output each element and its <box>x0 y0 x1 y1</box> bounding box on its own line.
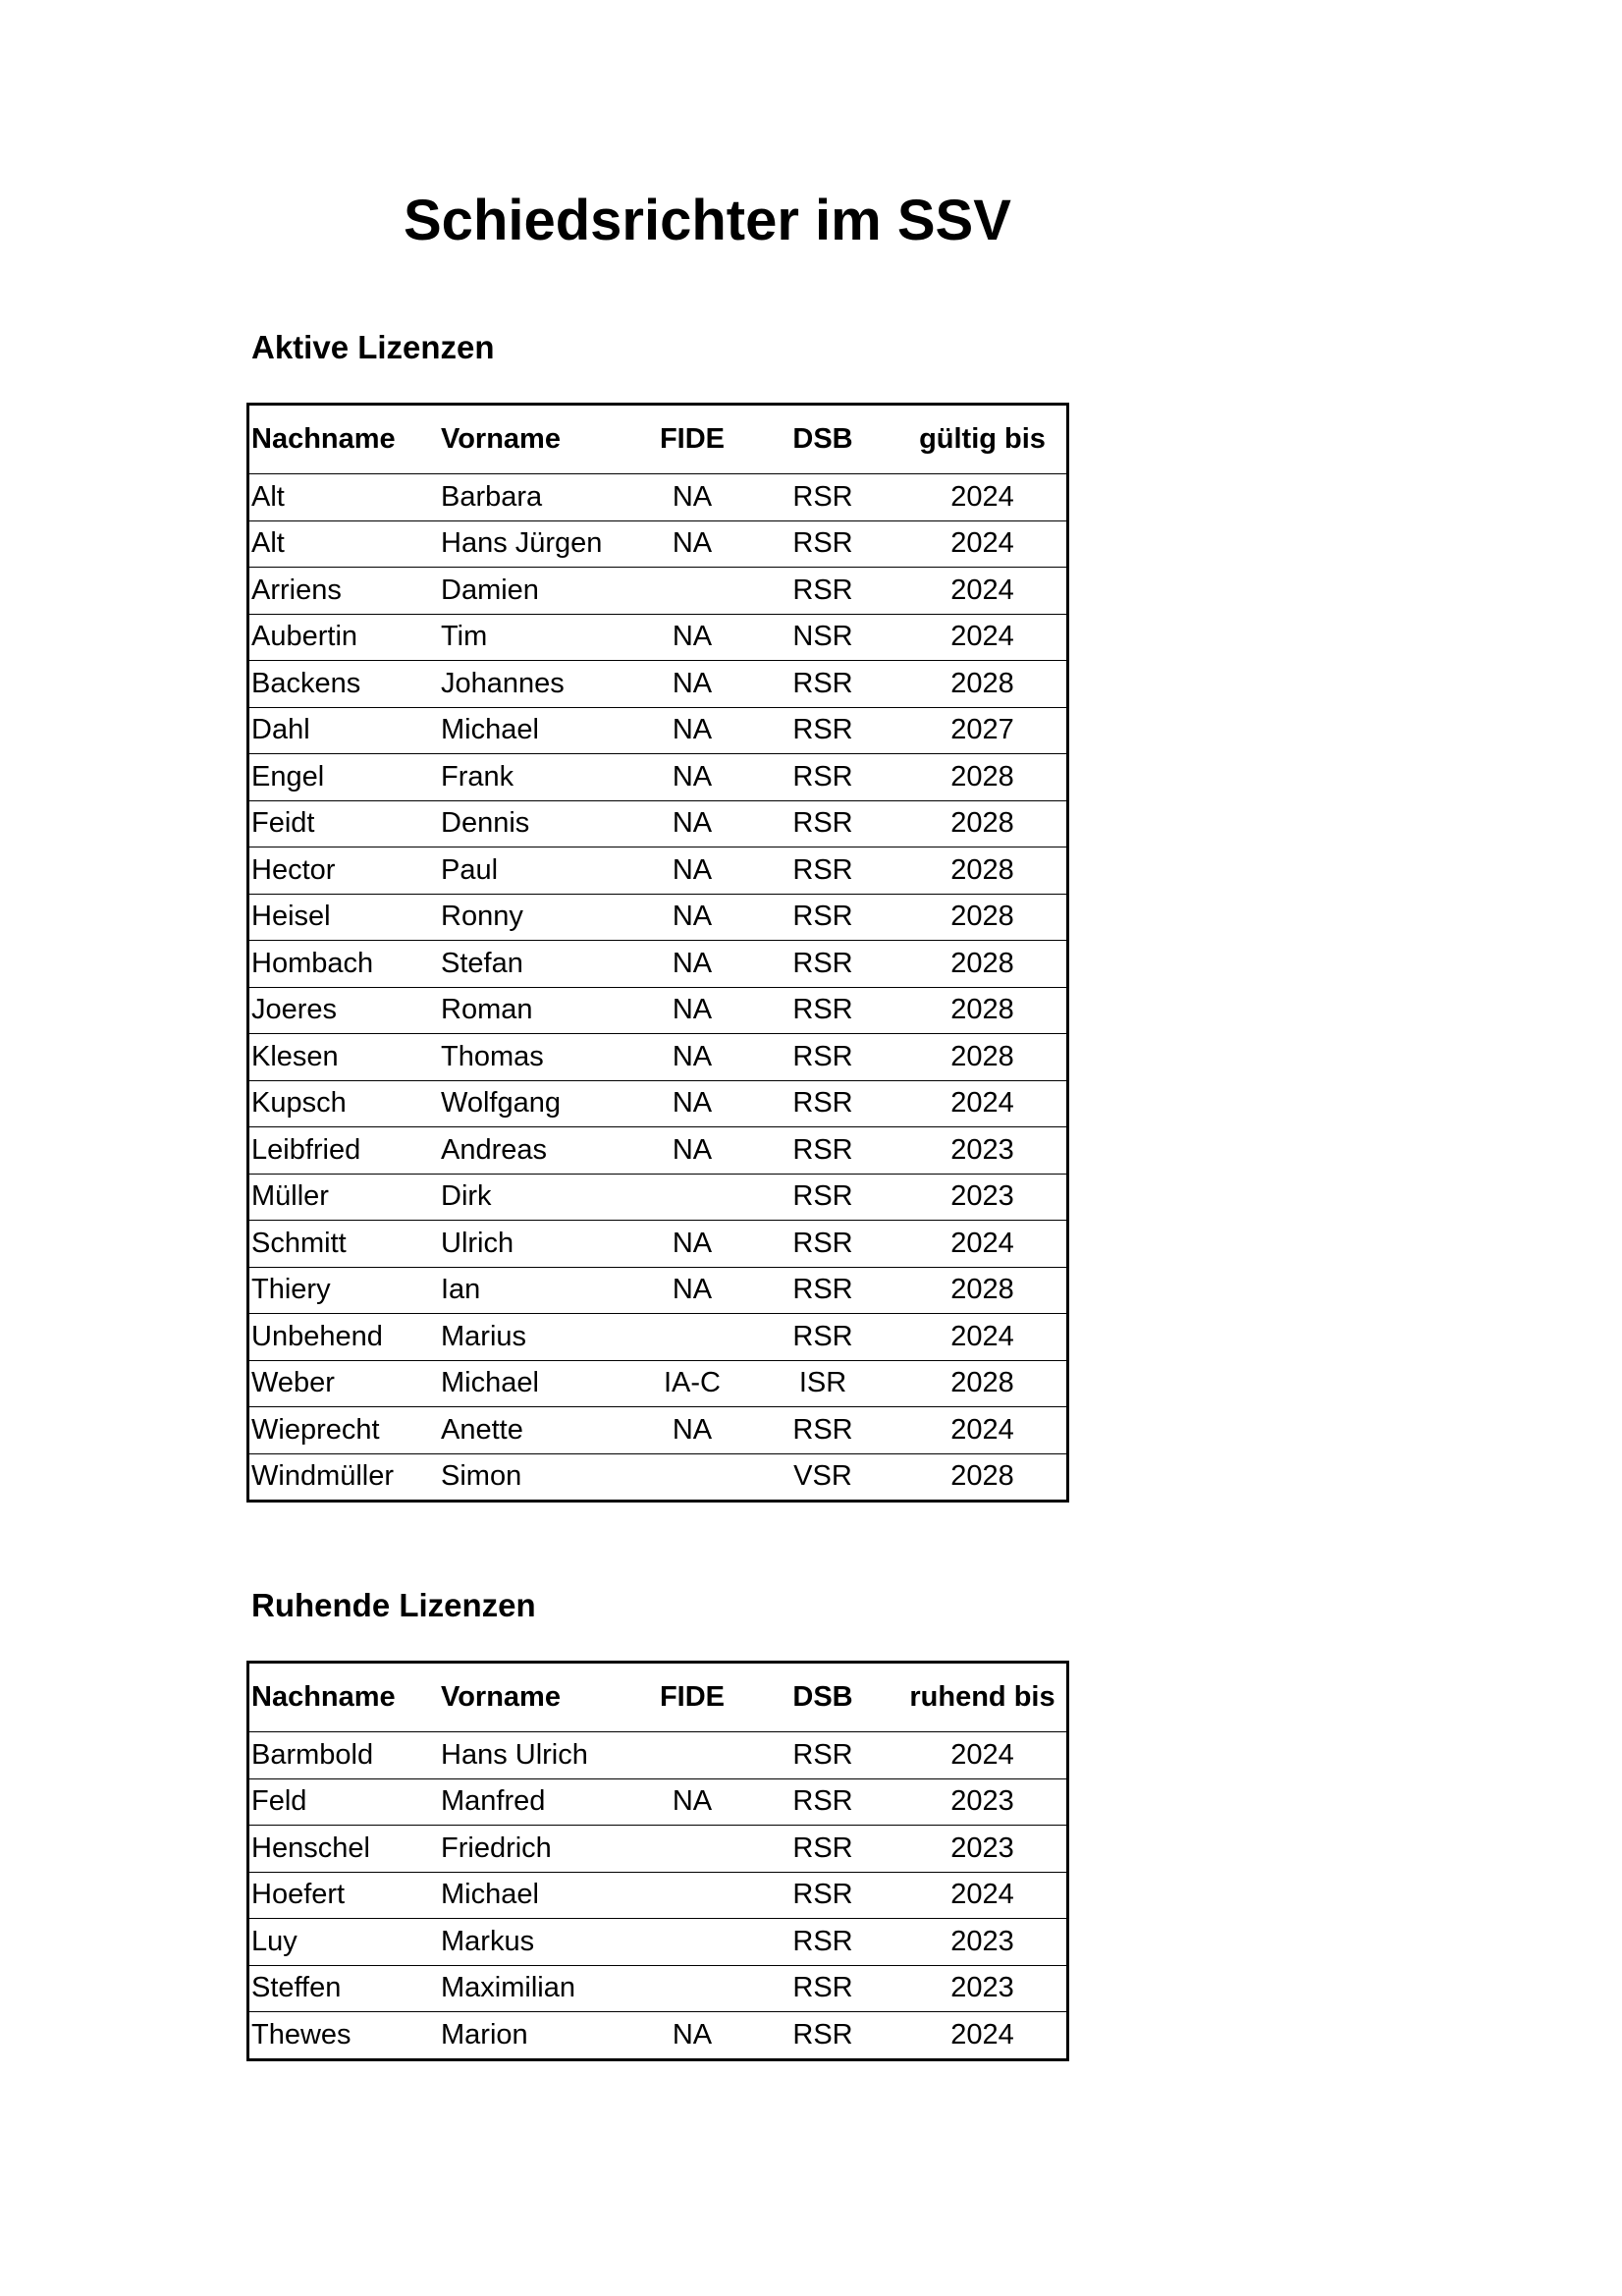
cell-vorname: Marius <box>441 1314 637 1361</box>
column-header-nachname: Nachname <box>248 1663 442 1732</box>
cell-dsb: RSR <box>747 1872 898 1919</box>
cell-vorname: Dirk <box>441 1174 637 1221</box>
table-row <box>248 1360 1068 1407</box>
cell-fide: NA <box>637 614 747 661</box>
table-row <box>248 1267 1068 1314</box>
cell-vorname: Wolfgang <box>441 1080 637 1127</box>
cell-vorname: Friedrich <box>441 1826 637 1873</box>
cell-bis: 2023 <box>898 1127 1068 1175</box>
cell-bis: 2023 <box>898 1965 1068 2012</box>
cell-vorname: Ronny <box>441 894 637 941</box>
cell-vorname: Ian <box>441 1267 637 1314</box>
cell-dsb: RSR <box>747 707 898 754</box>
cell-nachname: Steffen <box>248 1965 442 2012</box>
cell-fide: NA <box>637 1267 747 1314</box>
cell-bis: 2024 <box>898 614 1068 661</box>
cell-fide: NA <box>637 1407 747 1454</box>
table-row <box>248 800 1068 847</box>
table-row <box>248 894 1068 941</box>
cell-bis: 2028 <box>898 800 1068 847</box>
cell-fide: NA <box>637 1080 747 1127</box>
cell-fide <box>637 568 747 615</box>
cell-bis: 2028 <box>898 1034 1068 1081</box>
cell-vorname: Manfred <box>441 1778 637 1826</box>
table-row <box>248 1407 1068 1454</box>
cell-dsb: RSR <box>747 1919 898 1966</box>
cell-vorname: Ulrich <box>441 1221 637 1268</box>
column-header-vorname: Vorname <box>441 1663 637 1732</box>
table-row <box>248 1174 1068 1221</box>
cell-vorname: Johannes <box>441 661 637 708</box>
cell-bis: 2024 <box>898 474 1068 521</box>
cell-dsb: RSR <box>747 1407 898 1454</box>
cell-dsb: RSR <box>747 520 898 568</box>
cell-fide: NA <box>637 1221 747 1268</box>
table-row <box>248 661 1068 708</box>
cell-bis: 2023 <box>898 1778 1068 1826</box>
cell-nachname: Klesen <box>248 1034 442 1081</box>
resting-licenses-table <box>246 1661 1069 2061</box>
cell-dsb: RSR <box>747 1034 898 1081</box>
cell-fide: IA-C <box>637 1360 747 1407</box>
cell-fide <box>637 1732 747 1779</box>
column-header-gueltig-bis: gültig bis <box>898 405 1068 474</box>
cell-fide: NA <box>637 800 747 847</box>
cell-dsb: RSR <box>747 1127 898 1175</box>
table-row <box>248 2012 1068 2060</box>
cell-dsb: RSR <box>747 1174 898 1221</box>
cell-dsb: ISR <box>747 1360 898 1407</box>
cell-bis: 2028 <box>898 987 1068 1034</box>
active-licenses-body <box>248 474 1068 1502</box>
cell-bis: 2028 <box>898 941 1068 988</box>
table-row <box>248 707 1068 754</box>
cell-nachname: Henschel <box>248 1826 442 1873</box>
cell-nachname: Leibfried <box>248 1127 442 1175</box>
table-row <box>248 1872 1068 1919</box>
cell-dsb: VSR <box>793 1460 852 1493</box>
cell-nachname: Feidt <box>248 800 442 847</box>
column-header-nachname: Nachname <box>248 405 442 474</box>
cell-bis: 2023 <box>898 1919 1068 1966</box>
cell-dsb: NSR <box>747 614 898 661</box>
cell-fide: NA <box>637 661 747 708</box>
cell-bis: 2024 <box>898 1221 1068 1268</box>
cell-fide: NA <box>637 1778 747 1826</box>
table-row <box>248 1221 1068 1268</box>
cell-dsb: RSR <box>747 1965 898 2012</box>
cell-nachname: Windmüller <box>251 1460 395 1493</box>
table-row <box>248 520 1068 568</box>
table-row <box>248 1080 1068 1127</box>
cell-nachname: Dahl <box>248 707 442 754</box>
cell-bis: 2024 <box>898 1872 1068 1919</box>
column-header-dsb: DSB <box>747 1663 898 1732</box>
cell-dsb: RSR <box>792 2018 853 2050</box>
cell-bis: 2027 <box>898 707 1068 754</box>
cell-bis: 2028 <box>898 1360 1068 1407</box>
cell-bis: 2024 <box>898 568 1068 615</box>
table-row <box>248 1732 1068 1779</box>
cell-bis: 2028 <box>898 894 1068 941</box>
cell-fide <box>637 1174 747 1221</box>
cell-vorname: Thomas <box>441 1034 637 1081</box>
cell-nachname: Hoefert <box>248 1872 442 1919</box>
cell-vorname: Anette <box>441 1407 637 1454</box>
cell-bis: 2024 <box>950 2018 1014 2050</box>
cell-fide <box>637 1826 747 1873</box>
cell-vorname: Michael <box>441 1360 637 1407</box>
column-header-vorname: Vorname <box>441 405 637 474</box>
cell-vorname: Frank <box>441 754 637 801</box>
cell-dsb: RSR <box>747 987 898 1034</box>
cell-fide: NA <box>637 474 747 521</box>
cell-dsb: RSR <box>747 800 898 847</box>
table-row <box>248 474 1068 521</box>
cell-dsb: RSR <box>747 1826 898 1873</box>
cell-fide: NA <box>672 2018 713 2050</box>
cell-nachname: Kupsch <box>248 1080 442 1127</box>
cell-dsb: RSR <box>747 754 898 801</box>
cell-bis: 2028 <box>950 1460 1014 1493</box>
cell-bis: 2024 <box>898 1732 1068 1779</box>
table-row <box>248 1314 1068 1361</box>
cell-bis: 2028 <box>898 847 1068 895</box>
cell-bis: 2024 <box>898 520 1068 568</box>
cell-nachname: Müller <box>248 1174 442 1221</box>
cell-vorname: Barbara <box>441 474 637 521</box>
cell-vorname: Paul <box>441 847 637 895</box>
cell-dsb: RSR <box>747 568 898 615</box>
cell-dsb: RSR <box>747 661 898 708</box>
cell-nachname: Luy <box>248 1919 442 1966</box>
cell-vorname: Marion <box>441 2018 528 2050</box>
cell-nachname: Alt <box>248 520 442 568</box>
cell-dsb: RSR <box>747 1314 898 1361</box>
cell-vorname: Andreas <box>441 1127 637 1175</box>
table-row <box>248 1453 1068 1502</box>
active-licenses-table <box>246 403 1069 1503</box>
cell-fide <box>637 1453 747 1502</box>
table-row <box>248 1778 1068 1826</box>
cell-bis: 2028 <box>898 754 1068 801</box>
cell-fide <box>637 1965 747 2012</box>
cell-dsb: RSR <box>747 941 898 988</box>
cell-nachname: Arriens <box>248 568 442 615</box>
cell-dsb: RSR <box>747 1221 898 1268</box>
cell-vorname: Hans Jürgen <box>441 520 637 568</box>
table-row <box>248 987 1068 1034</box>
column-header-fide: FIDE <box>637 405 747 474</box>
cell-nachname: Unbehend <box>248 1314 442 1361</box>
cell-bis: 2024 <box>898 1407 1068 1454</box>
cell-nachname: Hector <box>248 847 442 895</box>
cell-vorname: Michael <box>441 707 637 754</box>
cell-nachname: Thewes <box>251 2018 351 2050</box>
cell-fide: NA <box>637 894 747 941</box>
table-row <box>248 1919 1068 1966</box>
cell-fide: NA <box>637 847 747 895</box>
cell-dsb: RSR <box>747 894 898 941</box>
column-header-ruhend-bis: ruhend bis <box>898 1663 1068 1732</box>
cell-nachname: Hombach <box>248 941 442 988</box>
table-header-row <box>248 405 1068 474</box>
table-row <box>248 1034 1068 1081</box>
cell-bis: 2023 <box>898 1174 1068 1221</box>
table-row <box>248 847 1068 895</box>
table-row <box>248 941 1068 988</box>
cell-vorname: Simon <box>441 1460 522 1493</box>
table-row <box>248 1127 1068 1175</box>
cell-vorname: Tim <box>441 614 637 661</box>
cell-nachname: Wieprecht <box>248 1407 442 1454</box>
table-header-row <box>248 1663 1068 1732</box>
cell-nachname: Aubertin <box>248 614 442 661</box>
page-title: Schiedsrichter im SSV <box>404 189 1011 252</box>
table-row <box>248 1965 1068 2012</box>
cell-nachname: Engel <box>248 754 442 801</box>
cell-fide: NA <box>637 754 747 801</box>
cell-fide: NA <box>637 941 747 988</box>
cell-vorname: Dennis <box>441 800 637 847</box>
table-row <box>248 568 1068 615</box>
cell-nachname: Joeres <box>248 987 442 1034</box>
cell-dsb: RSR <box>747 474 898 521</box>
cell-dsb: RSR <box>747 1080 898 1127</box>
cell-vorname: Maximilian <box>441 1965 637 2012</box>
cell-bis: 2028 <box>898 661 1068 708</box>
resting-licenses-body <box>248 1732 1068 2060</box>
cell-nachname: Thiery <box>248 1267 442 1314</box>
cell-fide <box>637 1314 747 1361</box>
cell-dsb: RSR <box>747 847 898 895</box>
cell-vorname: Roman <box>441 987 637 1034</box>
cell-fide: NA <box>637 520 747 568</box>
column-header-dsb: DSB <box>747 405 898 474</box>
cell-nachname: Weber <box>248 1360 442 1407</box>
cell-bis: 2023 <box>898 1826 1068 1873</box>
table-row <box>248 1826 1068 1873</box>
cell-bis: 2024 <box>898 1080 1068 1127</box>
cell-bis: 2028 <box>898 1267 1068 1314</box>
cell-nachname: Heisel <box>248 894 442 941</box>
cell-nachname: Schmitt <box>248 1221 442 1268</box>
cell-dsb: RSR <box>747 1732 898 1779</box>
cell-fide: NA <box>637 1034 747 1081</box>
cell-vorname: Damien <box>441 568 637 615</box>
cell-nachname: Backens <box>248 661 442 708</box>
column-header-fide: FIDE <box>637 1663 747 1732</box>
table-row <box>248 614 1068 661</box>
cell-nachname: Alt <box>248 474 442 521</box>
section-heading-resting: Ruhende Lizenzen <box>251 1587 536 1623</box>
cell-vorname: Hans Ulrich <box>441 1732 637 1779</box>
cell-nachname: Barmbold <box>248 1732 442 1779</box>
cell-vorname: Markus <box>441 1919 637 1966</box>
cell-fide <box>637 1872 747 1919</box>
section-heading-active: Aktive Lizenzen <box>251 329 495 365</box>
table-row <box>248 754 1068 801</box>
cell-bis: 2024 <box>898 1314 1068 1361</box>
cell-dsb: RSR <box>747 1778 898 1826</box>
cell-nachname: Feld <box>248 1778 442 1826</box>
cell-vorname: Michael <box>441 1872 637 1919</box>
cell-fide: NA <box>637 707 747 754</box>
cell-vorname: Stefan <box>441 941 637 988</box>
cell-fide: NA <box>637 1127 747 1175</box>
cell-fide <box>637 1919 747 1966</box>
cell-dsb: RSR <box>747 1267 898 1314</box>
cell-fide: NA <box>637 987 747 1034</box>
